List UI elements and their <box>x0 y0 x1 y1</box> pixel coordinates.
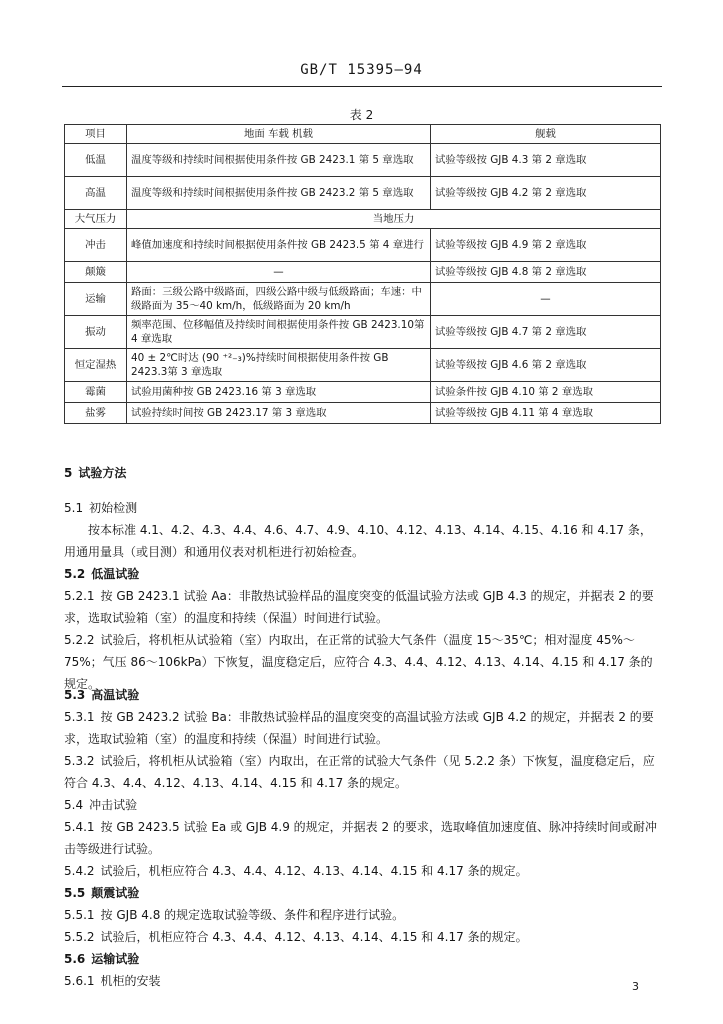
clause-number: 5.6.1 <box>64 974 95 988</box>
row-land: 频率范围、位移幅值及持续时间根据使用条件按 GB 2423.10第 4 章选取 <box>127 316 431 349</box>
row-land: 峰值加速度和持续时间根据使用条件按 GB 2423.5 第 4 章进行 <box>127 229 431 262</box>
row-land: 试验用菌种按 GB 2423.16 第 3 章选取 <box>127 382 431 403</box>
row-item: 大气压力 <box>65 210 127 229</box>
section-number: 5.3 <box>64 688 86 702</box>
clause-number: 5.5.1 <box>64 908 95 922</box>
section-title: 运输试验 <box>91 952 140 966</box>
row-item: 低温 <box>65 144 127 177</box>
clause-text: 按 GB 2423.5 试验 Ea 或 GJB 4.9 的规定，并据表 2 的要求，选取峰值加速度值、脉冲持续时间或耐冲击等级进行试验。 <box>64 820 657 856</box>
environment-test-table <box>64 124 661 424</box>
row-item: 颠簸 <box>65 262 127 283</box>
section-number: 5.6 <box>64 952 86 966</box>
row-land: 温度等级和持续时间根据使用条件按 GB 2423.2 第 5 章选取 <box>127 177 431 210</box>
clause-text: 试验后，机柜应符合 4.3、4.4、4.12、4.13、4.14、4.15 和 4.17 条的规定。 <box>100 864 528 878</box>
section-title: 高温试验 <box>91 688 140 702</box>
row-item: 振动 <box>65 316 127 349</box>
row-ship: 试验等级按 GJB 4.6 第 2 章选取 <box>431 349 661 382</box>
row-ship: — <box>431 283 661 316</box>
table-title: 表 2 <box>349 108 374 122</box>
paragraph-5-2-1 <box>64 585 660 629</box>
paragraph-5-5-2 <box>64 926 660 948</box>
table-row <box>65 177 661 210</box>
column-header-ship: 舰载 <box>431 125 661 144</box>
section-number: 5.1 <box>64 501 84 515</box>
header-rule <box>62 86 662 87</box>
section-number: 5 <box>64 466 73 480</box>
document-header: GB/T 15395—94 <box>300 62 423 78</box>
section-number: 5.4 <box>64 798 84 812</box>
row-land: 40 ± 2℃时达 (90 ⁺²₋₃)%持续时间根据使用条件按 GB 2423.3第 3 章选取 <box>127 349 431 382</box>
table-row <box>65 283 661 316</box>
clause-text: 按 GB 2423.1 试验 Aa：非散热试验样品的温度突变的低温试验方法或 GJB 4.3 的规定，并据表 2 的要求，选取试验箱（室）的温度和持续（保温）时间进行试验。 <box>64 589 654 625</box>
section-heading-5-1 <box>64 497 660 519</box>
row-land: 试验持续时间按 GB 2423.17 第 3 章选取 <box>127 403 431 424</box>
paragraph-5-4-1 <box>64 816 660 860</box>
page-number: 3 <box>632 980 639 993</box>
table-row <box>65 403 661 424</box>
clause-number: 5.4.2 <box>64 864 95 878</box>
section-title: 冲击试验 <box>89 798 138 812</box>
table-row <box>65 210 661 229</box>
row-item: 恒定湿热 <box>65 349 127 382</box>
paragraph-5-1: 按本标准 4.1、4.2、4.3、4.4、4.6、4.7、4.9、4.10、4.12、4.13、4.14、4.15、4.16 和 4.17 条，用通用量具（或目测）和通用仪表对机柜进行初始检查。 <box>64 523 652 559</box>
section-title: 颠震试验 <box>91 886 140 900</box>
table-header-row <box>65 125 661 144</box>
clause-number: 5.4.1 <box>64 820 95 834</box>
clause-text: 试验后，将机柜从试验箱（室）内取出，在正常的试验大气条件（温度 15～35℃；相对湿度 45%～75%；气压 86～106kPa）下恢复，温度稳定后，应符合 4.3、4.4、4.12、4.13、4.14、4.15 和 4.17 条的规定。 <box>64 633 653 691</box>
paragraph-5-5-1 <box>64 904 660 926</box>
clause-text: 机柜的安装 <box>100 974 161 988</box>
clause-number: 5.2.2 <box>64 633 95 647</box>
column-header-land: 地面 车载 机载 <box>127 125 431 144</box>
table-row <box>65 229 661 262</box>
row-item: 运输 <box>65 283 127 316</box>
row-land: 温度等级和持续时间根据使用条件按 GB 2423.1 第 5 章选取 <box>127 144 431 177</box>
row-ship: 试验等级按 GJB 4.8 第 2 章选取 <box>431 262 661 283</box>
section-number: 5.2 <box>64 567 86 581</box>
section-title: 初始检测 <box>89 501 138 515</box>
row-ship: 试验等级按 GJB 4.11 第 4 章选取 <box>431 403 661 424</box>
clause-number: 5.3.2 <box>64 754 95 768</box>
section-heading-5-4 <box>64 794 660 816</box>
row-item: 冲击 <box>65 229 127 262</box>
section-number: 5.5 <box>64 886 86 900</box>
clause-number: 5.2.1 <box>64 589 95 603</box>
row-span-value: 当地压力 <box>127 210 661 229</box>
paragraph-5-3-2 <box>64 750 660 794</box>
row-item: 霉菌 <box>65 382 127 403</box>
column-header-item: 项目 <box>65 125 127 144</box>
table-row <box>65 144 661 177</box>
clause-text: 按 GJB 4.8 的规定选取试验等级、条件和程序进行试验。 <box>100 908 405 922</box>
row-item: 盐雾 <box>65 403 127 424</box>
row-ship: 试验等级按 GJB 4.3 第 2 章选取 <box>431 144 661 177</box>
clause-text: 试验后，将机柜从试验箱（室）内取出，在正常的试验大气条件（见 5.2.2 条）下恢复，温度稳定后，应符合 4.3、4.4、4.12、4.13、4.14、4.15 和 4.17 条的规定。 <box>64 754 655 790</box>
table-row <box>65 316 661 349</box>
row-ship: 试验等级按 GJB 4.9 第 2 章选取 <box>431 229 661 262</box>
row-ship: 试验条件按 GJB 4.10 第 2 章选取 <box>431 382 661 403</box>
section-heading-5-5 <box>64 882 660 904</box>
clause-text: 按 GB 2423.2 试验 Ba：非散热试验样品的温度突变的高温试验方法或 GJB 4.2 的规定，并据表 2 的要求，选取试验箱（室）的温度和持续（保温）时间进行试验。 <box>64 710 654 746</box>
paragraph-5-6-1 <box>64 970 660 992</box>
row-land: — <box>127 262 431 283</box>
row-item: 高温 <box>65 177 127 210</box>
paragraph-5-4-2 <box>64 860 660 882</box>
row-ship: 试验等级按 GJB 4.7 第 2 章选取 <box>431 316 661 349</box>
section-heading-5-6 <box>64 948 660 970</box>
table-row <box>65 349 661 382</box>
table-row <box>65 262 661 283</box>
paragraph-5-3-1 <box>64 706 660 750</box>
table-row <box>65 382 661 403</box>
section-title: 试验方法 <box>78 466 127 480</box>
section-heading-5-2 <box>64 563 660 585</box>
section-heading-5-3 <box>64 684 660 706</box>
clause-text: 试验后，机柜应符合 4.3、4.4、4.12、4.13、4.14、4.15 和 4.17 条的规定。 <box>100 930 528 944</box>
clause-number: 5.5.2 <box>64 930 95 944</box>
clause-number: 5.3.1 <box>64 710 95 724</box>
row-ship: 试验等级按 GJB 4.2 第 2 章选取 <box>431 177 661 210</box>
row-land: 路面：三级公路中级路面，四级公路中级与低级路面；车速：中级路面为 35～40 km/h，低级路面为 20 km/h <box>127 283 431 316</box>
section-heading-5 <box>64 462 660 484</box>
section-title: 低温试验 <box>91 567 140 581</box>
